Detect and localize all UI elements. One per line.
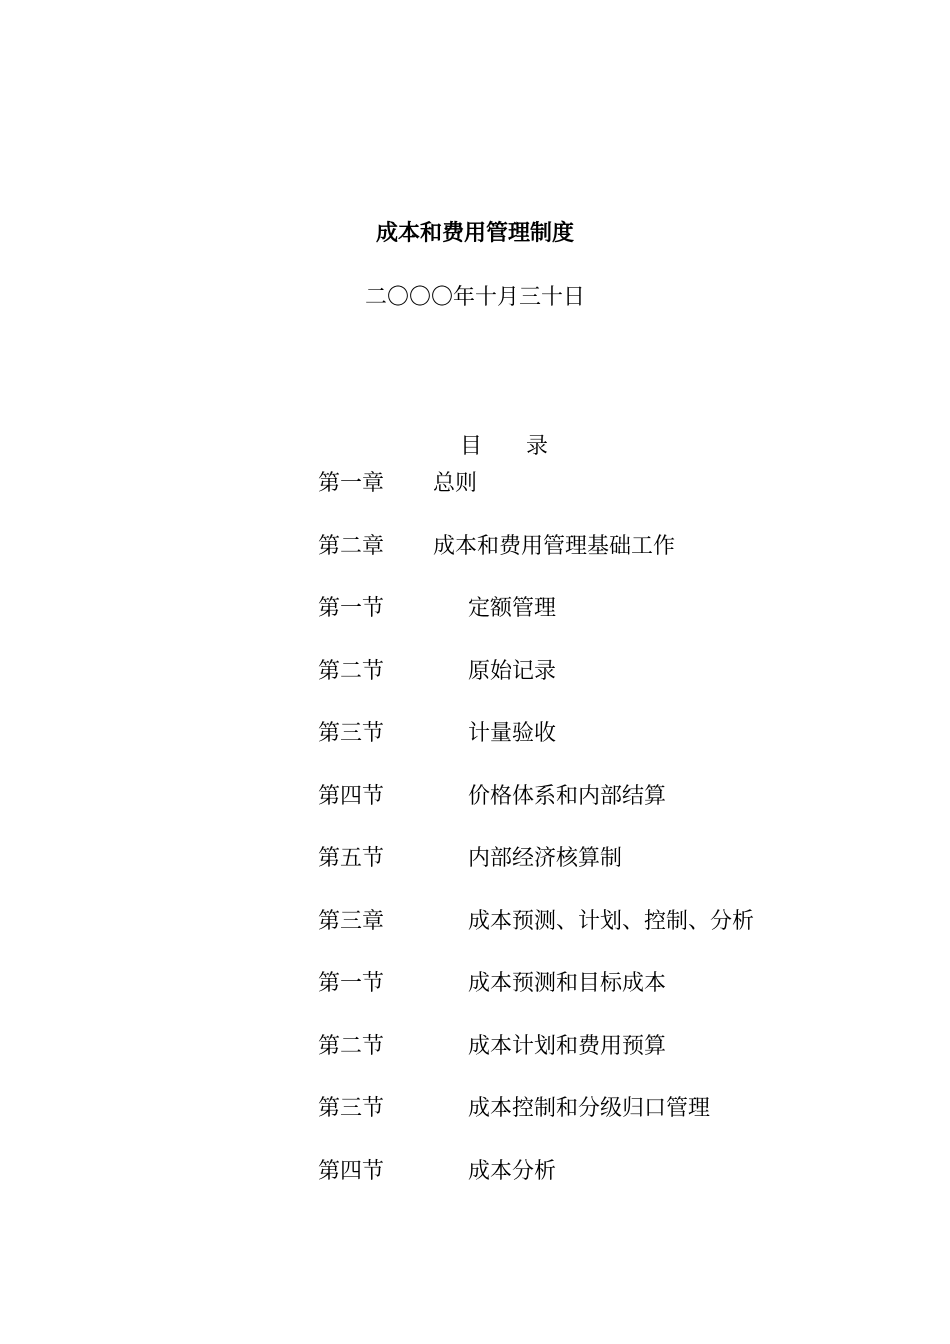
document-title: 成本和费用管理制度 [375, 220, 574, 246]
toc-entry-title: 成本计划和费用预算 [468, 1034, 667, 1059]
toc-entry-number: 第四节 [318, 784, 385, 809]
toc-entry-title: 成本控制和分级归口管理 [468, 1096, 711, 1121]
toc-entry-title: 内部经济核算制 [468, 846, 623, 871]
toc-entry-title: 成本分析 [468, 1159, 557, 1184]
toc-entry-title: 价格体系和内部结算 [468, 784, 667, 809]
toc-heading-left: 目 [459, 434, 482, 459]
toc-entry-number: 第二节 [318, 1034, 385, 1059]
toc-entry-title: 成本预测和目标成本 [468, 971, 667, 996]
toc-entry-number: 第三节 [318, 721, 385, 746]
toc-entry-number: 第一节 [318, 971, 385, 996]
toc-entry-title: 成本和费用管理基础工作 [433, 534, 676, 559]
toc-heading-right: 录 [526, 434, 549, 459]
toc-entry-number: 第一节 [318, 596, 385, 621]
toc-entry-title: 原始记录 [468, 659, 557, 684]
document-date: 二〇〇〇年十月三十日 [364, 285, 585, 310]
toc-entry-number: 第五节 [318, 846, 385, 871]
toc-entry-number: 第三节 [318, 1096, 385, 1121]
toc-entry-number: 第二章 [318, 534, 385, 559]
toc-entry-number: 第三章 [318, 909, 385, 934]
toc-entry-number: 第二节 [318, 659, 385, 684]
toc-entry-number: 第四节 [318, 1159, 385, 1184]
toc-entry-title: 总则 [433, 471, 478, 496]
toc-entry-title: 计量验收 [468, 721, 557, 746]
toc-entry-title: 成本预测、计划、控制、分析 [468, 909, 755, 934]
toc-entry-number: 第一章 [318, 471, 385, 496]
toc-entry-title: 定额管理 [468, 596, 557, 621]
